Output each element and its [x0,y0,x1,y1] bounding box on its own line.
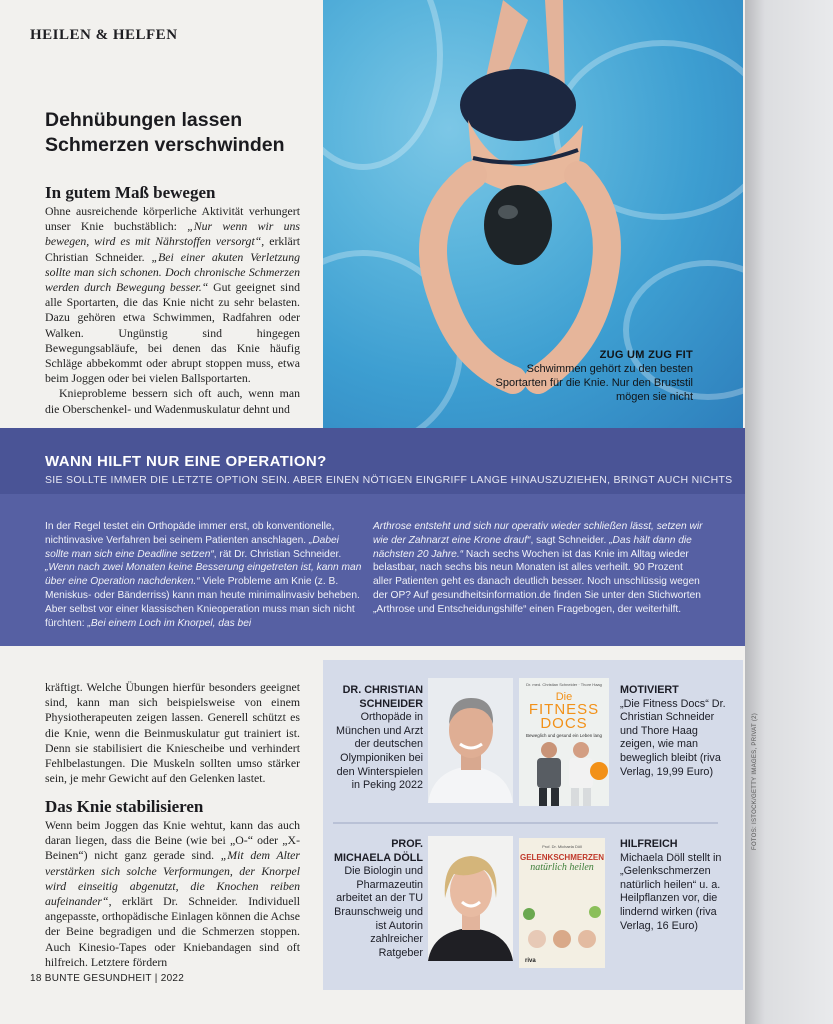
cover-title-natuerlich: natürlich heilen [530,862,594,873]
photo-caption [493,348,693,404]
cover-photo [519,736,609,806]
page-gutter [745,0,833,1024]
swimmer-photo [323,0,743,430]
info-box-subtitle: SIE SOLLTE IMMER DIE LETZTE OPTION SEIN. ABER EINEN NÖTIGEN EINGRIFF LANGE HINAUSZUZIEHEN, BRINGT AUCH NICHTS [45,474,733,486]
expert1-bio: Orthopäde in München und Arzt der deutschen Olympioniken bei den Winterspielen in Peking 2022 [335,711,423,792]
expert2-caption [330,838,423,960]
expert1-name-line1: DR. CHRISTIAN [342,684,423,696]
expert2-portrait [428,836,513,961]
book2-caption [620,838,735,933]
expert2-name-line2: MICHAELA DÖLL [334,851,423,864]
subheading-in-gutem-mass: In gutem Maß bewegen [45,183,216,202]
divider [333,822,718,824]
expert1-caption [330,684,423,793]
book1-text: „Die Fitness Docs“ Dr. Christian Schneider und Thore Haag zeigen, wie man beweglich bleibt (riva Verlag, 19,99 Euro) [620,697,726,778]
cover-tagline: Beweglich und gesund ein Leben lang [525,733,603,738]
caption-text: Schwimmen gehört zu den besten Sportarten für die Knie. Nur den Bruststil mögen sie nicht [495,363,693,403]
paragraph: Knieprobleme bessern sich oft auch, wenn man die Oberschenkel- und Wadenmuskulatur dehnt und [45,386,300,416]
cover-publisher: riva [525,958,536,964]
cover-die: Die [555,691,573,703]
page-footer: 18 BUNTE GESUNDHEIT | 2022 [30,973,185,984]
cover-title-docs: DOCS [540,715,588,732]
cover-author: Prof. Dr. Michaela Döll [542,844,582,849]
photo-credit: FOTOS: ISTOCK/GETTY IMAGES, PRIVAT (2) [752,712,758,850]
info-box-right-column: Arthrose entsteht und sich nur operativ wieder schließen lässt, setzen wir wie der Zahnarzt eine Krone drauf“, sagt Schneider. „Das hält dann die nächsten 20 Jahre.“ Nach sechs Wochen ist das Knie im Alltag wieder belastbar, nach sechs bis neun Monaten ist alles verheilt. 90 Prozent aller Patienten geht es danach deutlich besser. Noch unschlüssig wegen der OP? Auf gesundheitsinformation.de finden Sie unter den Stichworten „Arthrose und Entscheidungshilfe“ einen Fragebogen, der weiterhilft. [373,521,703,615]
book2-text: Michaela Döll stellt in „Gelenkschmerzen natürlich heilen“ u. a. Heilpflanzen vor, die lindernd wirken (riva Verlag, 16 Euro) [620,851,722,932]
expert2-bio: Die Biologin und Pharmazeutin arbeitet an der TU Braunschweig und ist Autorin zahlreicher Ratgeber [334,865,423,959]
operation-info-box [0,428,745,646]
section-header: HEILEN & HELFEN [30,27,178,43]
article-column-1 [45,204,300,417]
book1-caption [620,684,735,779]
info-box-header [0,428,745,494]
subheading-knie-stabilisieren: Das Knie stabilisieren [45,797,204,816]
article-column-continued: kräftigt. Welche Übungen hierfür besonders geeignet sind, kann man sich beispielsweise von einem Physiotherapeuten zeigen lassen. Generell schützt es die Knie, wenn die Beinmuskulatur gut trainiert ist. Denn sie stabilisiert die Kniescheibe und verhindert Fehlbelastungen. Die Muskeln sollten umso stärker sein, je mehr Gewicht auf den Gelenken lastet. [45,680,300,786]
cover-authors: Dr. med. Christian Schneider · Thore Haag [526,682,602,687]
cover-title-fitness: FITNESS [528,701,600,718]
expert1-portrait [428,678,513,803]
article-title: Dehnübungen lassen Schmerzen verschwinden [45,109,285,156]
info-box-title: WANN HILFT NUR EINE OPERATION? [45,453,327,470]
paragraph: Ohne ausreichende körperliche Aktivität verhungert unser Knie buchstäblich: „Nur wenn wir uns bewegen, wird es mit Nährstoffen versorgt“, erklärt Christian Schneider. „Bei einer akuten Verletzung sollte man sich schonen. Doch chronische Schmerzen werden durch Bewegung besser.“ Gut geeignet sind alle Sportarten, die das Knie nicht zu sehr belasten. Dazu gehören etwa Schwimmen, Radfahren oder Walken. Ungünstig sind hingegen Bewegungsabläufe, bei denen das Knie häufig Schläge abbekommt oder abrupt stoppen muss, etwa beim Joggen oder bei vielen Ballsportarten. [45,204,300,386]
book-cover-fitness-docs [519,678,609,806]
book2-label: HILFREICH [620,838,678,850]
cover-images [519,894,605,954]
expert1-name-line2: SCHNEIDER [359,697,423,710]
book-cover-gelenkschmerzen [519,838,605,968]
expert2-name-line1: PROF. [391,838,423,850]
article-column-2: Wenn beim Joggen das Knie wehtut, kann das auch daran liegen, dass die Beine (wie bei „O-“ oder „X-Beinen“) nicht ganz gerade sind. „Mit dem Alter verstärken sich solche Verformungen, der Knorpel wird einseitig abgenutzt, die Knochen reiben aufeinander“, erklärt Dr. Schneider. Individuell angepasste, orthopädische Einlagen können die Achse der Beine begradigen und die Schmerzen stoppen. Auch Kinesio-Tapes oder Kniebandagen sind oft hilfreich. Letztere fördern [45,818,301,969]
book1-label: MOTIVIERT [620,684,679,696]
cover-title-gelenkschmerzen: GELENKSCHMERZEN [519,853,604,862]
info-box-left-column: In der Regel testet ein Orthopäde immer erst, ob konventionelle, nichtinvasive Verfahren bei seinem Patienten anschlagen. „Dabei sollte man sich eine Deadline setzen“, rät Dr. Christian Schneider. „Wenn nach zwei Monaten keine Besserung eingetreten ist, kann man über eine Operation nachdenken.“ Viele Probleme am Knie (z. B. Meniskus- oder Bänderriss) kann man heute minimalinvasiv beheben. Aber selbst vor einer klassischen Knieoperation muss man sich nicht fürchten: „Bei einem Loch im Knorpel, das bei [45,521,362,629]
caption-title: ZUG UM ZUG FIT [599,349,693,361]
